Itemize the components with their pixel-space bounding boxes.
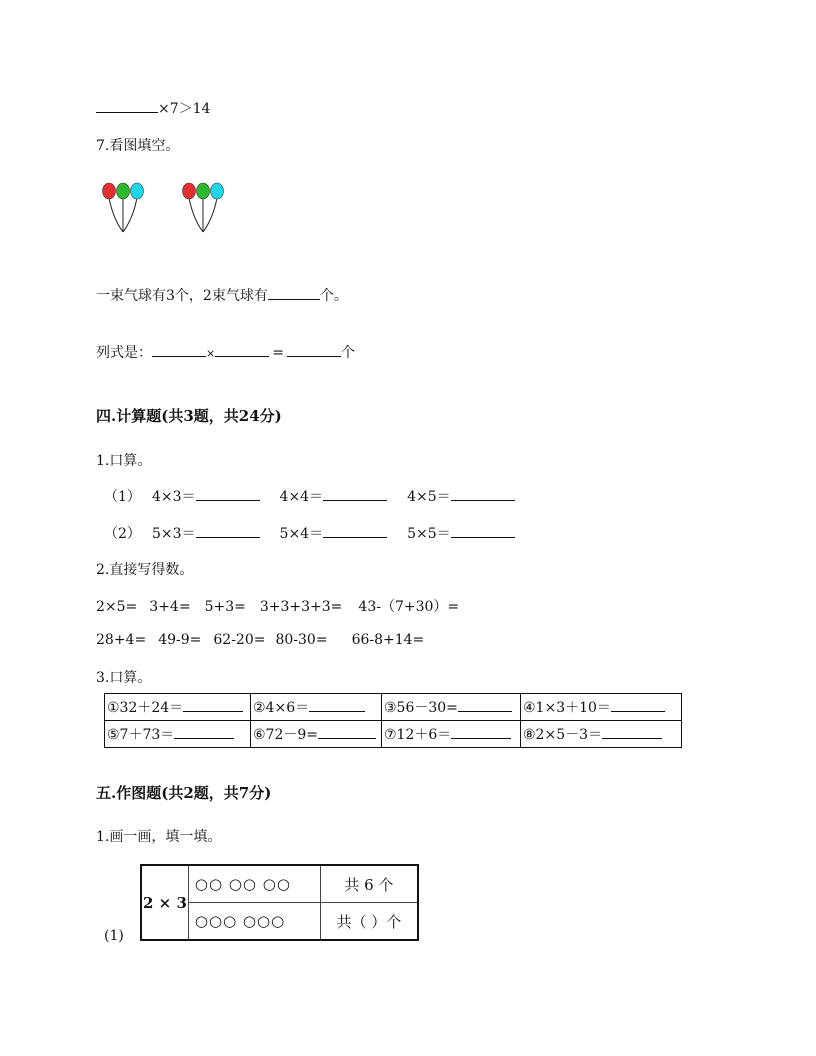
- balloon-icon: [131, 183, 144, 199]
- question-7-line1: [96, 285, 348, 305]
- balloon-illustration: [96, 176, 236, 240]
- balloon-string: [189, 198, 203, 232]
- answer-blank[interactable]: [451, 724, 511, 739]
- expression: 66-8+14=: [351, 632, 425, 648]
- row-number: （1）: [104, 489, 141, 505]
- expression: ⑦12＋6＝: [384, 727, 452, 743]
- table-cell: [105, 721, 251, 748]
- expression: 5+3=: [204, 599, 246, 615]
- answer-blank[interactable]: [458, 697, 512, 712]
- answer-blank[interactable]: [196, 486, 260, 501]
- table-cell: [105, 694, 251, 721]
- expression: 2×5=: [96, 599, 138, 615]
- balloon-icon: [183, 183, 196, 199]
- multiplication-label: 2 × 3: [141, 865, 188, 940]
- balloon-string: [123, 198, 137, 232]
- equals-sign: =: [272, 345, 284, 361]
- expression: 5×4＝: [279, 526, 324, 542]
- expression: ⑧2×5－3＝: [523, 727, 603, 743]
- times-sign: ×: [206, 347, 216, 360]
- question-7-line1-text: 一束气球有3个，2束气球有: [96, 288, 268, 304]
- table-cell: [382, 694, 521, 721]
- question-7-line2: [96, 342, 355, 362]
- expression: ①32＋24＝: [107, 700, 184, 716]
- answer-blank[interactable]: [602, 724, 662, 739]
- answer-blank[interactable]: [309, 697, 365, 712]
- table-cell: [521, 721, 682, 748]
- calc-table: [104, 693, 682, 748]
- sub-question-number: (1): [104, 928, 124, 944]
- answer-blank[interactable]: [318, 724, 376, 739]
- circle-cell: ○○ ○○ ○○: [188, 865, 320, 903]
- row-number: （2）: [104, 526, 141, 542]
- expression: 49-9=: [158, 632, 202, 648]
- answer-blank[interactable]: [611, 697, 665, 712]
- balloon-icon: [211, 183, 224, 199]
- table-row: [105, 721, 682, 748]
- answer-blank[interactable]: [96, 98, 158, 113]
- q2-line: [96, 596, 459, 616]
- balloon-bunch: [103, 183, 144, 232]
- expression: 28+4=: [96, 632, 147, 648]
- expression: ⑤7＋73＝: [107, 727, 175, 743]
- question-3-title: 3.口算。: [96, 670, 152, 686]
- balloon-icon: [117, 183, 130, 199]
- unit-label: 个: [340, 345, 355, 361]
- q1-row: [104, 486, 515, 506]
- section-4-title: 四.计算题(共3题，共24分): [96, 407, 282, 425]
- section-5-title: 五.作图题(共2题，共7分): [96, 784, 272, 802]
- answer-blank[interactable]: [268, 285, 320, 300]
- table-row: [141, 865, 418, 903]
- answer-blank[interactable]: [152, 342, 206, 357]
- question-1-title: 1.口算。: [96, 453, 152, 469]
- formula-label: 列式是：: [96, 345, 152, 361]
- table-cell: [251, 721, 382, 748]
- answer-blank[interactable]: [215, 342, 269, 357]
- table-row: [105, 694, 682, 721]
- answer-blank[interactable]: [174, 724, 234, 739]
- expression: ②4×6＝: [253, 700, 310, 716]
- question-7-title: 7.看图填空。: [96, 138, 180, 154]
- circle-cell[interactable]: ○○○ ○○○: [188, 903, 320, 941]
- expression: 62-20=: [213, 632, 266, 648]
- expression: 4×3＝: [152, 489, 196, 505]
- q2-line: [96, 632, 424, 648]
- expression: ④1×3＋10＝: [523, 700, 611, 716]
- answer-blank[interactable]: [287, 342, 341, 357]
- q1-row: [104, 523, 515, 543]
- answer-blank[interactable]: [323, 486, 387, 501]
- total-answer-cell[interactable]: 共（ ）个: [320, 903, 418, 941]
- balloon-string: [203, 198, 217, 232]
- expression: 3+4=: [149, 599, 191, 615]
- answer-blank[interactable]: [323, 523, 387, 538]
- question-2-title: 2.直接写得数。: [96, 562, 194, 578]
- total-cell: 共 6 个: [320, 865, 418, 903]
- table-cell: [251, 694, 382, 721]
- expression: 5×5＝: [407, 526, 451, 542]
- expression: ⑥72－9=: [253, 727, 319, 743]
- balloon-icon: [103, 183, 116, 199]
- table-cell: [521, 694, 682, 721]
- inequality-line: [96, 98, 210, 118]
- expression: 3+3+3+3=: [259, 599, 343, 615]
- answer-blank[interactable]: [451, 523, 515, 538]
- draw-table: [140, 864, 419, 941]
- expression: 4×5＝: [407, 489, 451, 505]
- balloon-icon: [197, 183, 210, 199]
- table-cell: [382, 721, 521, 748]
- answer-blank[interactable]: [183, 697, 243, 712]
- expression: 4×4＝: [279, 489, 324, 505]
- inequality-text: ×7＞14: [158, 101, 211, 117]
- question-7-line1-unit: 个。: [319, 288, 348, 304]
- question-5-1-title: 1.画一画，填一填。: [96, 829, 222, 845]
- expression: ③56－30=: [384, 700, 458, 716]
- answer-blank[interactable]: [451, 486, 515, 501]
- balloon-bunch: [183, 183, 224, 232]
- expression: 5×3＝: [152, 526, 196, 542]
- expression: 43-（7+30）=: [358, 599, 460, 615]
- answer-blank[interactable]: [196, 523, 260, 538]
- expression: 80-30=: [275, 632, 328, 648]
- balloon-string: [109, 198, 123, 232]
